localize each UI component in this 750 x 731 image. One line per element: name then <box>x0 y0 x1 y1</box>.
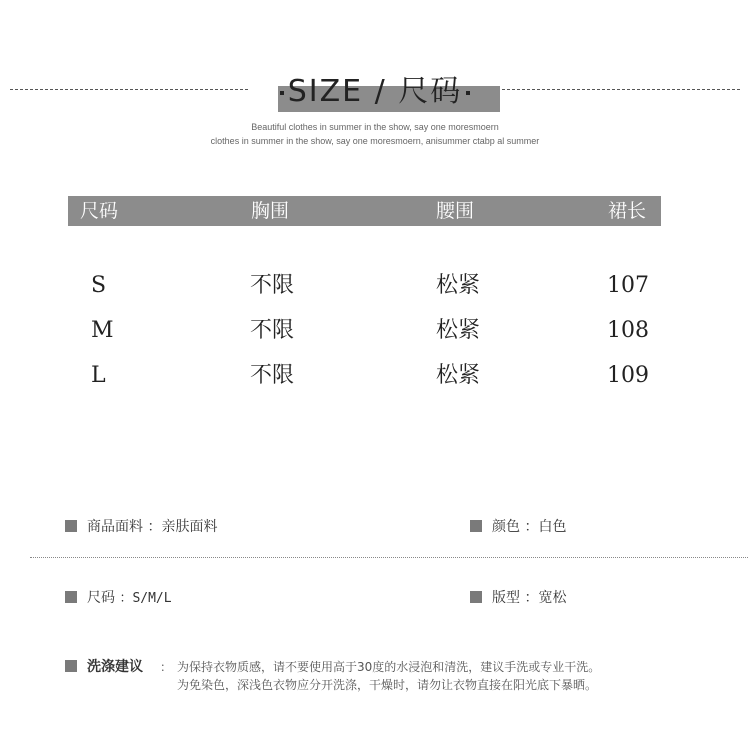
care-heading <box>65 656 143 676</box>
header-length: 裙长 <box>608 200 647 222</box>
care-line-1: 为保持衣物质感，请不要使用高于30度的水浸泡和清洗，建议手洗或专业干洗。 <box>177 660 601 674</box>
subtitle-line-1: Beautiful clothes in summer in the show, say one moresmoern <box>251 122 499 132</box>
header-size: 尺码 <box>80 200 119 222</box>
size-info <box>65 587 172 607</box>
care-line-2: 为免染色，深浅色衣物应分开洗涤，干燥时，请勿让衣物直接在阳光底下暴晒。 <box>177 678 598 692</box>
cell-waist: 松紧 <box>436 273 481 298</box>
title-divider-left <box>10 89 248 90</box>
title-dot-left <box>280 91 284 95</box>
header-waist: 腰围 <box>436 200 475 222</box>
table-row <box>0 271 750 301</box>
square-bullet-icon <box>65 591 77 603</box>
size-value: ：S/M/L <box>119 591 172 606</box>
cell-size: L <box>91 363 106 388</box>
fit-value: ：宽松 <box>524 590 567 606</box>
cell-waist: 松紧 <box>436 363 481 388</box>
color-label: 颜色 <box>492 519 520 535</box>
cell-bust: 不限 <box>250 318 295 343</box>
cell-length: 109 <box>607 363 649 388</box>
square-bullet-icon <box>65 520 77 532</box>
title-divider-right <box>502 89 740 90</box>
fabric-value: ：亲肤面料 <box>147 519 218 535</box>
cell-size: S <box>91 273 107 298</box>
table-row <box>0 316 750 346</box>
info-divider <box>30 557 748 558</box>
color-value: ：白色 <box>524 519 567 535</box>
square-bullet-icon <box>65 660 77 672</box>
square-bullet-icon <box>470 520 482 532</box>
care-separator: ： <box>160 660 173 674</box>
fabric-label: 商品面料 <box>87 519 143 535</box>
fabric-info <box>65 516 217 536</box>
fit-info <box>470 587 566 607</box>
cell-length: 107 <box>607 273 649 298</box>
title-text: SIZE / 尺码 <box>287 74 463 109</box>
fit-label: 版型 <box>492 590 520 606</box>
square-bullet-icon <box>470 591 482 603</box>
size-table-header <box>68 196 661 226</box>
cell-waist: 松紧 <box>436 318 481 343</box>
subtitle-line-2: clothes in summer in the show, say one moresmoern, anisummer ctabp al summer <box>210 136 540 146</box>
table-row <box>0 361 750 391</box>
color-info <box>470 516 566 536</box>
header-bust: 胸围 <box>251 200 290 222</box>
cell-length: 108 <box>607 318 649 343</box>
size-label: 尺码 <box>87 590 115 606</box>
section-title <box>250 72 500 112</box>
cell-bust: 不限 <box>250 363 295 388</box>
care-label: 洗涤建议 <box>87 659 143 675</box>
title-dot-right <box>466 91 470 95</box>
cell-bust: 不限 <box>250 273 295 298</box>
cell-size: M <box>91 318 114 343</box>
